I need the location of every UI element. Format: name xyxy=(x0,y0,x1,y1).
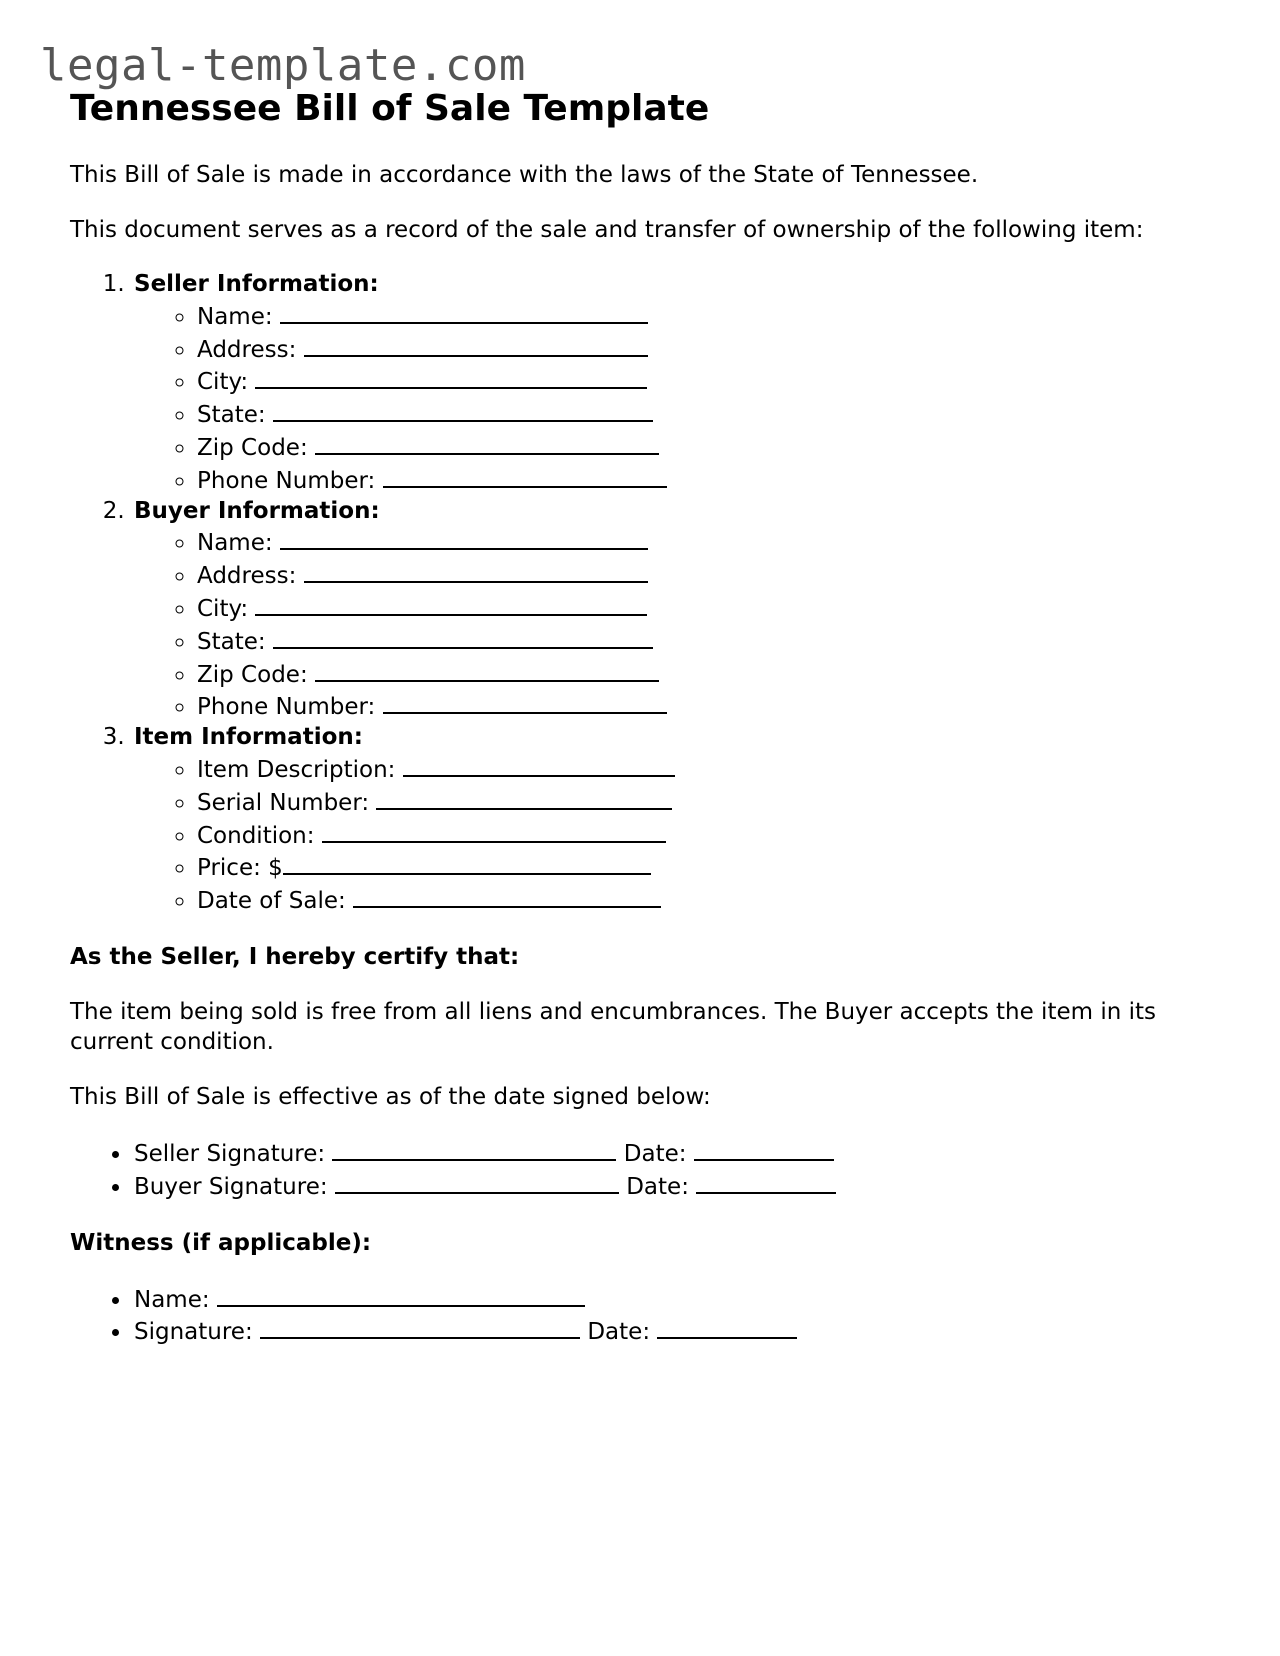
field-label: Phone Number: xyxy=(197,694,376,721)
field-label: Name: xyxy=(197,303,273,330)
seller-city-blank[interactable] xyxy=(255,365,647,389)
seller-information-section xyxy=(132,270,1210,497)
condition-blank[interactable] xyxy=(322,819,666,843)
buyer-city-blank[interactable] xyxy=(255,592,647,616)
field-label: Date of Sale: xyxy=(197,888,346,915)
buyer-city-field xyxy=(196,592,1210,625)
section-title: Buyer Information: xyxy=(134,497,380,524)
field-list xyxy=(134,300,1210,497)
field-label: Phone Number: xyxy=(197,467,376,494)
buyer-zip-blank[interactable] xyxy=(315,658,659,682)
watermark: legal-template.com xyxy=(40,40,526,91)
witness-signature-label: Signature: xyxy=(134,1319,253,1346)
witness-name-label: Name: xyxy=(134,1286,210,1313)
seller-name-blank[interactable] xyxy=(280,300,648,324)
condition-field xyxy=(196,819,1210,852)
section-title: Item Information: xyxy=(134,724,363,751)
seller-zip-field xyxy=(196,431,1210,464)
date-of-sale-blank[interactable] xyxy=(353,884,661,908)
intro-paragraph: This Bill of Sale is made in accordance with the laws of the State of Tennessee. xyxy=(70,162,979,188)
witness-date-blank[interactable] xyxy=(657,1315,797,1339)
buyer-name-field xyxy=(196,526,1210,559)
signature-list xyxy=(70,1137,1210,1203)
witness-date-label: Date: xyxy=(587,1319,651,1346)
document-title: Tennessee Bill of Sale Template xyxy=(70,88,710,129)
seller-signature-label: Seller Signature: xyxy=(134,1140,326,1167)
effective-text: This Bill of Sale is effective as of the date signed below: xyxy=(70,1083,711,1110)
item-description-blank[interactable] xyxy=(403,753,675,777)
buyer-information-section xyxy=(132,497,1210,724)
seller-signature-blank[interactable] xyxy=(332,1137,616,1161)
seller-phone-blank[interactable] xyxy=(383,464,667,488)
buyer-phone-blank[interactable] xyxy=(383,690,667,714)
seller-state-blank[interactable] xyxy=(273,398,653,422)
seller-signature-line xyxy=(132,1137,1210,1170)
item-description-field xyxy=(196,753,1210,786)
field-label: Condition: xyxy=(197,822,315,849)
field-label: State: xyxy=(197,628,266,655)
field-label: Serial Number: xyxy=(197,789,370,816)
buyer-signature-line xyxy=(132,1170,1210,1203)
witness-name-line xyxy=(132,1283,1210,1316)
witness-signature-blank[interactable] xyxy=(260,1315,580,1339)
field-label: Price: $ xyxy=(197,855,283,882)
seller-date-label: Date: xyxy=(623,1140,687,1167)
seller-address-blank[interactable] xyxy=(304,333,648,357)
serial-number-field xyxy=(196,786,1210,819)
date-of-sale-field xyxy=(196,884,1210,917)
field-label: City: xyxy=(197,369,249,396)
field-label: Name: xyxy=(197,530,273,557)
field-list xyxy=(134,526,1210,723)
buyer-address-field xyxy=(196,559,1210,592)
field-label: Address: xyxy=(197,563,297,590)
field-label: Address: xyxy=(197,336,297,363)
section-title: Seller Information: xyxy=(134,271,379,297)
field-label: State: xyxy=(197,402,266,429)
witness-heading: Witness (if applicable): xyxy=(70,1229,372,1256)
buyer-state-blank[interactable] xyxy=(273,625,653,649)
field-list xyxy=(134,753,1210,917)
buyer-address-blank[interactable] xyxy=(304,559,648,583)
field-label: Zip Code: xyxy=(197,661,308,688)
buyer-date-label: Date: xyxy=(626,1173,689,1200)
document xyxy=(70,86,1210,1348)
seller-phone-field xyxy=(196,464,1210,497)
field-label: Zip Code: xyxy=(197,434,308,461)
seller-zip-blank[interactable] xyxy=(315,431,659,455)
certify-text: The item being sold is free from all liens and encumbrances. The Buyer accepts the item in its current condition. xyxy=(70,998,1156,1055)
seller-address-field xyxy=(196,333,1210,366)
buyer-date-blank[interactable] xyxy=(696,1170,836,1194)
price-blank[interactable] xyxy=(283,851,651,875)
seller-city-field xyxy=(196,365,1210,398)
buyer-signature-label: Buyer Signature: xyxy=(134,1173,328,1200)
witness-name-blank[interactable] xyxy=(217,1283,585,1307)
witness-signature-line xyxy=(132,1315,1210,1348)
seller-name-field xyxy=(196,300,1210,333)
buyer-signature-blank[interactable] xyxy=(335,1170,619,1194)
item-information-section xyxy=(132,723,1210,917)
information-sections xyxy=(70,270,1210,917)
buyer-phone-field xyxy=(196,690,1210,723)
field-label: Item Description: xyxy=(197,756,396,783)
buyer-zip-field xyxy=(196,658,1210,691)
witness-list xyxy=(70,1283,1210,1349)
serial-number-blank[interactable] xyxy=(376,786,672,810)
price-field xyxy=(196,851,1210,884)
seller-state-field xyxy=(196,398,1210,431)
certify-heading: As the Seller, I hereby certify that: xyxy=(70,943,520,970)
buyer-state-field xyxy=(196,625,1210,658)
seller-date-blank[interactable] xyxy=(694,1137,834,1161)
purpose-paragraph: This document serves as a record of the sale and transfer of ownership of the following item: xyxy=(70,217,1144,243)
buyer-name-blank[interactable] xyxy=(280,526,648,550)
field-label: City: xyxy=(197,595,249,622)
